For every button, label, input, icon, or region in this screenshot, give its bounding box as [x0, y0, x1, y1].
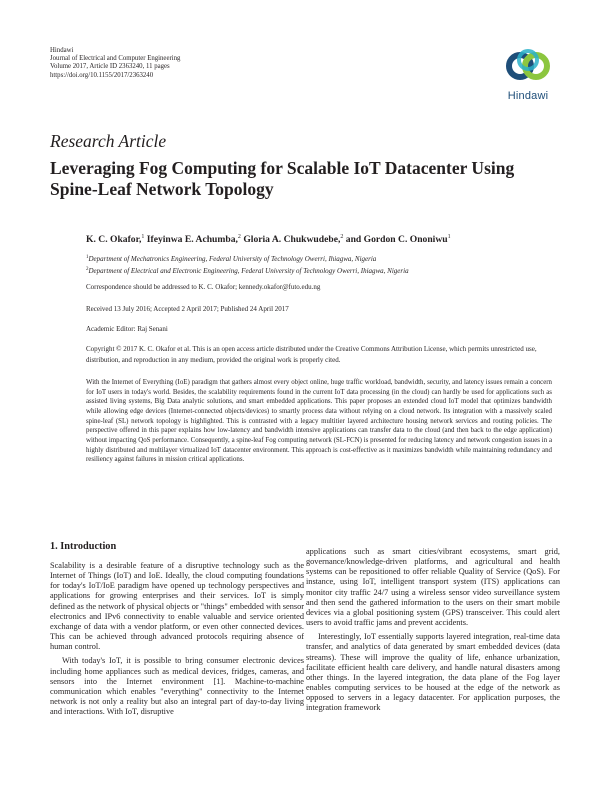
author-3: Gloria A. Chukwudebe,$^2$	[243, 234, 344, 245]
abstract: With the Internet of Everything (IoE) paradigm that gathers almost every object online, huge traffic workload, bandwidth, security, and latency issues remain a concern for IoT users in today's world. Besides, the scalability requirements found in the current IoT data processing (in the cloud) can hardly be used for applications such as assisted living systems, Big Data analytic solutions, and smart embedded applications. This paper proposes an extended cloud IoT model that optimizes bandwidth while allowing edge devices (Internet-connected objects/devices) to smartly process data without relying on a cloud network. Its integration with a massively scaled spine-leaf (SL) network topology is highlighted. This is contrasted with a legacy multitier layered architecture housing network services and routing policies. The perspective offered in this paper explains how low-latency and bandwidth intensive applications can transfer data to the cloud (and then back to the edge application) without impacting QoS performance. Consequently, a spine-leaf Fog computing network (SL-FCN) is presented for reducing latency and network congestion issues in a highly distributed and multilayer virtualized IoT datacenter environment. This approach is cost-effective as it maximizes bandwidth while maintaining redundancy and resiliency against failures in mission critical applications.	[86, 379, 552, 464]
paragraph: With today's IoT, it is possible to bring consumer electronic devices including home appliances such as medical devices, fridges, cameras, and sensors into the Internet environment [1]. Machine-to-machine communication which enables "everything" connectivity to the Internet network is not only a reality but also an integral part of day-to-day living and interactions. With IoT, disruptive	[50, 656, 304, 717]
author-2: Ifeyinwa E. Achumba,$^2$	[146, 234, 241, 245]
journal-volume: Volume 2017, Article ID 2363240, 11 pages	[50, 63, 170, 71]
body-column-left	[50, 561, 304, 717]
paragraph: Scalability is a desirable feature of a disruptive technology such as the Internet of Things (IoT) and IoE. Ideally, the cloud computing foundations for today's IoT/IoE paradigm have opened up technology perspectives and applications for growing enterprises and their services. IoT is simply defined as the network of physical objects or "things" embedded with sensor electronics and IPv6 connectivity to enable valuable and service oriented exchange of data with a vendor platform, or even other connected devices. This can be achieved through advanced protocols requiring absence of human control.	[50, 561, 305, 652]
body-column-right	[306, 547, 560, 714]
paper-title: Leveraging Fog Computing for Scalable IoT Datacenter Using Spine-Leaf Network Topology	[50, 158, 515, 199]
paragraph: applications such as smart cities/vibrant ecosystems, smart grid, governance/knowledge-driven platforms, and agricultural and health systems can be repositioned to offer reliable Quality of Service (QoS). For instance, using IoT, intelligent transport system (ITS) applications can monitor city traffic 24/7 using a wireless sensor video surveillance system and then send the gathered information to the users on their smart mobile devices via a global positioning system (GPS) transceiver. This could alert users to avoid traffic jams and prevent accidents.	[306, 547, 560, 628]
section-heading: 1. Introduction	[50, 541, 117, 552]
affiliation-2: $^2$Department of Electrical and Electronic Engineering, Federal University of Technology Owerri, Ihiagwa, Nigeria	[86, 266, 409, 275]
journal-doi[interactable]: https://doi.org/10.1155/2017/2363240	[50, 71, 154, 79]
journal-info	[50, 47, 350, 80]
academic-editor: Academic Editor: Raj Senani	[86, 325, 168, 333]
author-1: K. C. Okafor,$^1$	[86, 234, 145, 245]
article-dates: Received 13 July 2016; Accepted 2 April 2017; Published 24 April 2017	[86, 305, 289, 313]
affiliation-1: $^1$Department of Mechatronics Engineering, Federal University of Technology Owerri, Ihiagwa, Nigeria	[86, 255, 377, 263]
journal-publisher: Hindawi	[50, 47, 74, 54]
copyright-notice: Copyright © 2017 K. C. Okafor et al. This is an open access article distributed under the Creative Commons Attribution License, which permits unrestricted use, distribution, and reproduction in any medium, provided the original work is properly cited.	[86, 345, 537, 364]
paragraph: Interestingly, IoT essentially supports layered integration, real-time data transfer, and analytics of data generated by smart embedded devices (data streams). These will improve the quality of life, enhance urbanization, facilitate efficient health care delivery, and handle natural disasters among other things. In the layered integration, the data plane of the Fog layer enables computing services to be housed at the edge of the network as opposed to servers in a legacy datacenter. For application purposes, the integration framework	[306, 632, 560, 713]
correspondence: Correspondence should be addressed to K. C. Okafor; kennedy.okafor@futo.edu.ng	[86, 283, 321, 291]
logo-text: Hindawi	[507, 90, 549, 102]
author-4: and Gordon C. Ononiwu$^1$	[345, 234, 451, 245]
journal-name: Journal of Electrical and Computer Engineering	[50, 55, 181, 63]
author-list	[86, 234, 560, 245]
affiliations	[86, 253, 560, 276]
article-type: Research Article	[50, 131, 167, 151]
